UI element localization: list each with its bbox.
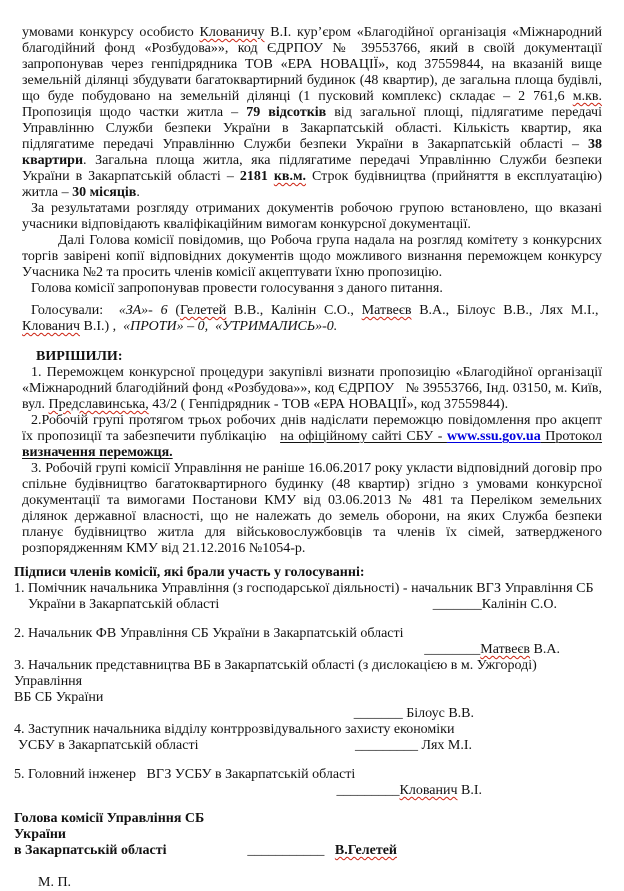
chairman-name: В.Гелетей	[334, 843, 397, 858]
signature-title-continued: УСБУ в Закарпатській області	[18, 738, 199, 753]
signature-line: ___________	[247, 843, 325, 858]
text-run: . Загальна площа житла, яка підлягатиме передачі Управлінню Служби безпеки України в Закарпатській області –	[22, 153, 602, 184]
text-run: умовами конкурсу особисто	[22, 25, 200, 40]
signature-item-4	[14, 722, 602, 754]
italic-vote-against-abstained: «ПРОТИ» – 0, «УТРИМАЛИСЬ»-0.	[123, 319, 338, 334]
text-run: 2.Робочій групі протягом трьох робочих днів надіслати переможцю повідомлення про акцепт їх пропозиції та забезпечити публікацію	[22, 413, 602, 444]
chairman-title-line2: в Закарпатській області	[14, 843, 167, 858]
text-run: В.І. кур’єром «Благодійної організація «Міжнародний благодійний фонд «Розбудова»», код ЄДРПОУ № 39553766, який в своїй документації запропонував через генпідрядника ТОВ «ЕРА НОВАЦІЇ», код 37559844, на вказаній вище земельній ділянці збудувати багатоквартирний будинок (48 квартир), де загальна площа будівлі, що буде побудовано на земельній ділянці (1 пусковий комплекс) складає – 2 761,6	[22, 25, 602, 104]
misspelled-word: Предславинська,	[48, 397, 149, 412]
signature-name: Білоус В.В.	[406, 706, 474, 721]
signature-item-1	[14, 581, 602, 613]
underlined-run: на офіційному сайті СБУ -	[280, 429, 447, 444]
signature-title: 1. Помічник начальника Управління (з господарської діяльності) - начальник ВГЗ Управління СБ	[14, 581, 594, 596]
text-run: .	[136, 185, 140, 200]
signature-line: ________	[424, 642, 481, 657]
bold-value-percent: 79 відсотків	[246, 105, 327, 120]
signature-line: _______	[432, 597, 482, 612]
terms-paragraph	[22, 25, 602, 201]
signature-title-continued: ВБ СБ України	[14, 690, 104, 705]
decision-item-1	[22, 365, 602, 413]
bold-value-area: 2181	[239, 169, 274, 184]
text-run: від загальної площі, підлягатиме передачі Управлінню Служби безпеки України в Закарпатській області. Кількість квартир, яка підлягатиме передачі Управлінню Служби безпеки України в Закарпатській області –	[22, 105, 602, 152]
results-paragraph: За результатами розгляду отриманих документів робочою групою встановлено, що вказані учасники відповідають кваліфікаційним вимогам конкурсної документації.	[22, 201, 602, 232]
underlined-run: Протокол	[540, 429, 602, 444]
voting-results-paragraph	[22, 303, 602, 335]
signature-item-2	[14, 626, 602, 658]
signature-item-5	[14, 767, 602, 799]
chairman-signature-block	[14, 811, 602, 859]
misspelled-word: Гелетей	[180, 303, 227, 318]
text-run: (	[175, 303, 181, 318]
misspelled-bold-word: кв.м.	[273, 169, 306, 184]
misspelled-word: Матвеєв	[361, 303, 412, 318]
chairman-title-line1: Голова комісії Управління СБ України	[14, 811, 205, 842]
signature-name-misspelled: Клованич	[399, 783, 458, 798]
decision-item-3: 3. Робочій групі комісії Управління не раніше 16.06.2017 року укласти відповідний договір про спільне будівництво багатоквартирного будинку (48 квартир) згідно з умовами конкурсної документації та вимогами Постанови КМУ від 03.06.2013 № 481 та Переліком земельних ділянок державної власності, що не належать до земель оборони, на яких Служба безпеки планує будівництво житла для військовослужбовців та членів їх сімей, затвердженого розпорядженням КМУ від 21.12.2016 №1054-р.	[22, 461, 602, 556]
misspelled-word: Клованичу	[199, 25, 265, 40]
misspelled-word: Клованич	[22, 319, 80, 334]
signature-title-continued: України в Закарпатській області	[28, 597, 220, 612]
misspelled-word: м.кв.	[572, 89, 602, 104]
signature-name: Лях М.І.	[421, 738, 472, 753]
text-run: Строк будівництва (прийняття в експлуатацію) житла –	[22, 169, 603, 200]
text-run: Голосували:	[31, 303, 119, 318]
signature-title: 5. Головний інженер ВГЗ УСБУ в Закарпатській області	[14, 767, 356, 782]
text-run: Пропозиція щодо частки житла –	[22, 105, 247, 120]
text-run: 1. Переможцем конкурсної процедури закупівлі визнати пропозицію «Благодійної організації «Міжнародний благодійний фонд «Розбудова»», код ЄДРПОУ № 39553766, Інд. 03150, м. Київ, вул.	[22, 365, 602, 412]
text-run: В.І.) ,	[80, 319, 124, 334]
decision-item-2	[22, 413, 602, 461]
signature-item-3	[14, 658, 602, 722]
text-run: 43/2 ( Генпідрядник - ТОВ «ЕРА НОВАЦІЇ», код 37559844).	[148, 397, 509, 412]
stamp-placeholder: М. П.	[38, 875, 72, 890]
bold-value-apartments: 38 квартири	[22, 137, 602, 168]
italic-vote-for: «ЗА»- 6	[118, 303, 176, 318]
signature-line: _______	[353, 706, 407, 721]
signature-title: 2. Начальник ФВ Управління СБ України в Закарпатській області	[14, 626, 404, 641]
signature-name: В.А.	[530, 642, 560, 657]
signature-title: 3. Начальник представництва ВБ в Закарпатській області (з дислокацією в м. Ужгороді) Управління	[14, 658, 537, 689]
signature-name: Калінін С.О.	[481, 597, 557, 612]
bold-value-term: 30 місяців	[72, 185, 137, 200]
text-run: В.А., Білоус В.В., Лях М.І.,	[411, 303, 602, 318]
signature-name: В.І.	[457, 783, 482, 798]
signature-line: _________	[354, 738, 422, 753]
decision-heading: ВИРІШИЛИ:	[36, 349, 123, 364]
signatures-section	[14, 565, 602, 799]
signature-line: _________	[336, 783, 400, 798]
signatures-heading: Підписи членів комісії, які брали участь у голосуванні:	[14, 565, 365, 580]
signature-name-misspelled: Матвеєв	[480, 642, 531, 657]
working-group-paragraph: Далі Голова комісії повідомив, що Робоча група надала на розгляд комітету з конкурсних торгів завірені копії відповідних документів щодо можливого визнання переможцем конкурсу Учасника №2 та просить членів комісії акцептувати їхню пропозицію.	[22, 233, 602, 280]
underlined-bold-run: визначення переможця.	[22, 445, 173, 460]
signature-title: 4. Заступник начальника відділу контррозвідувального захисту економіки	[14, 722, 455, 737]
ssu-website-link[interactable]: www.ssu.gov.ua	[446, 429, 541, 444]
text-run: В.В., Калінін С.О.,	[226, 303, 362, 318]
vote-proposal-paragraph: Голова комісії запропонував провести голосування з даного питання.	[31, 281, 443, 296]
